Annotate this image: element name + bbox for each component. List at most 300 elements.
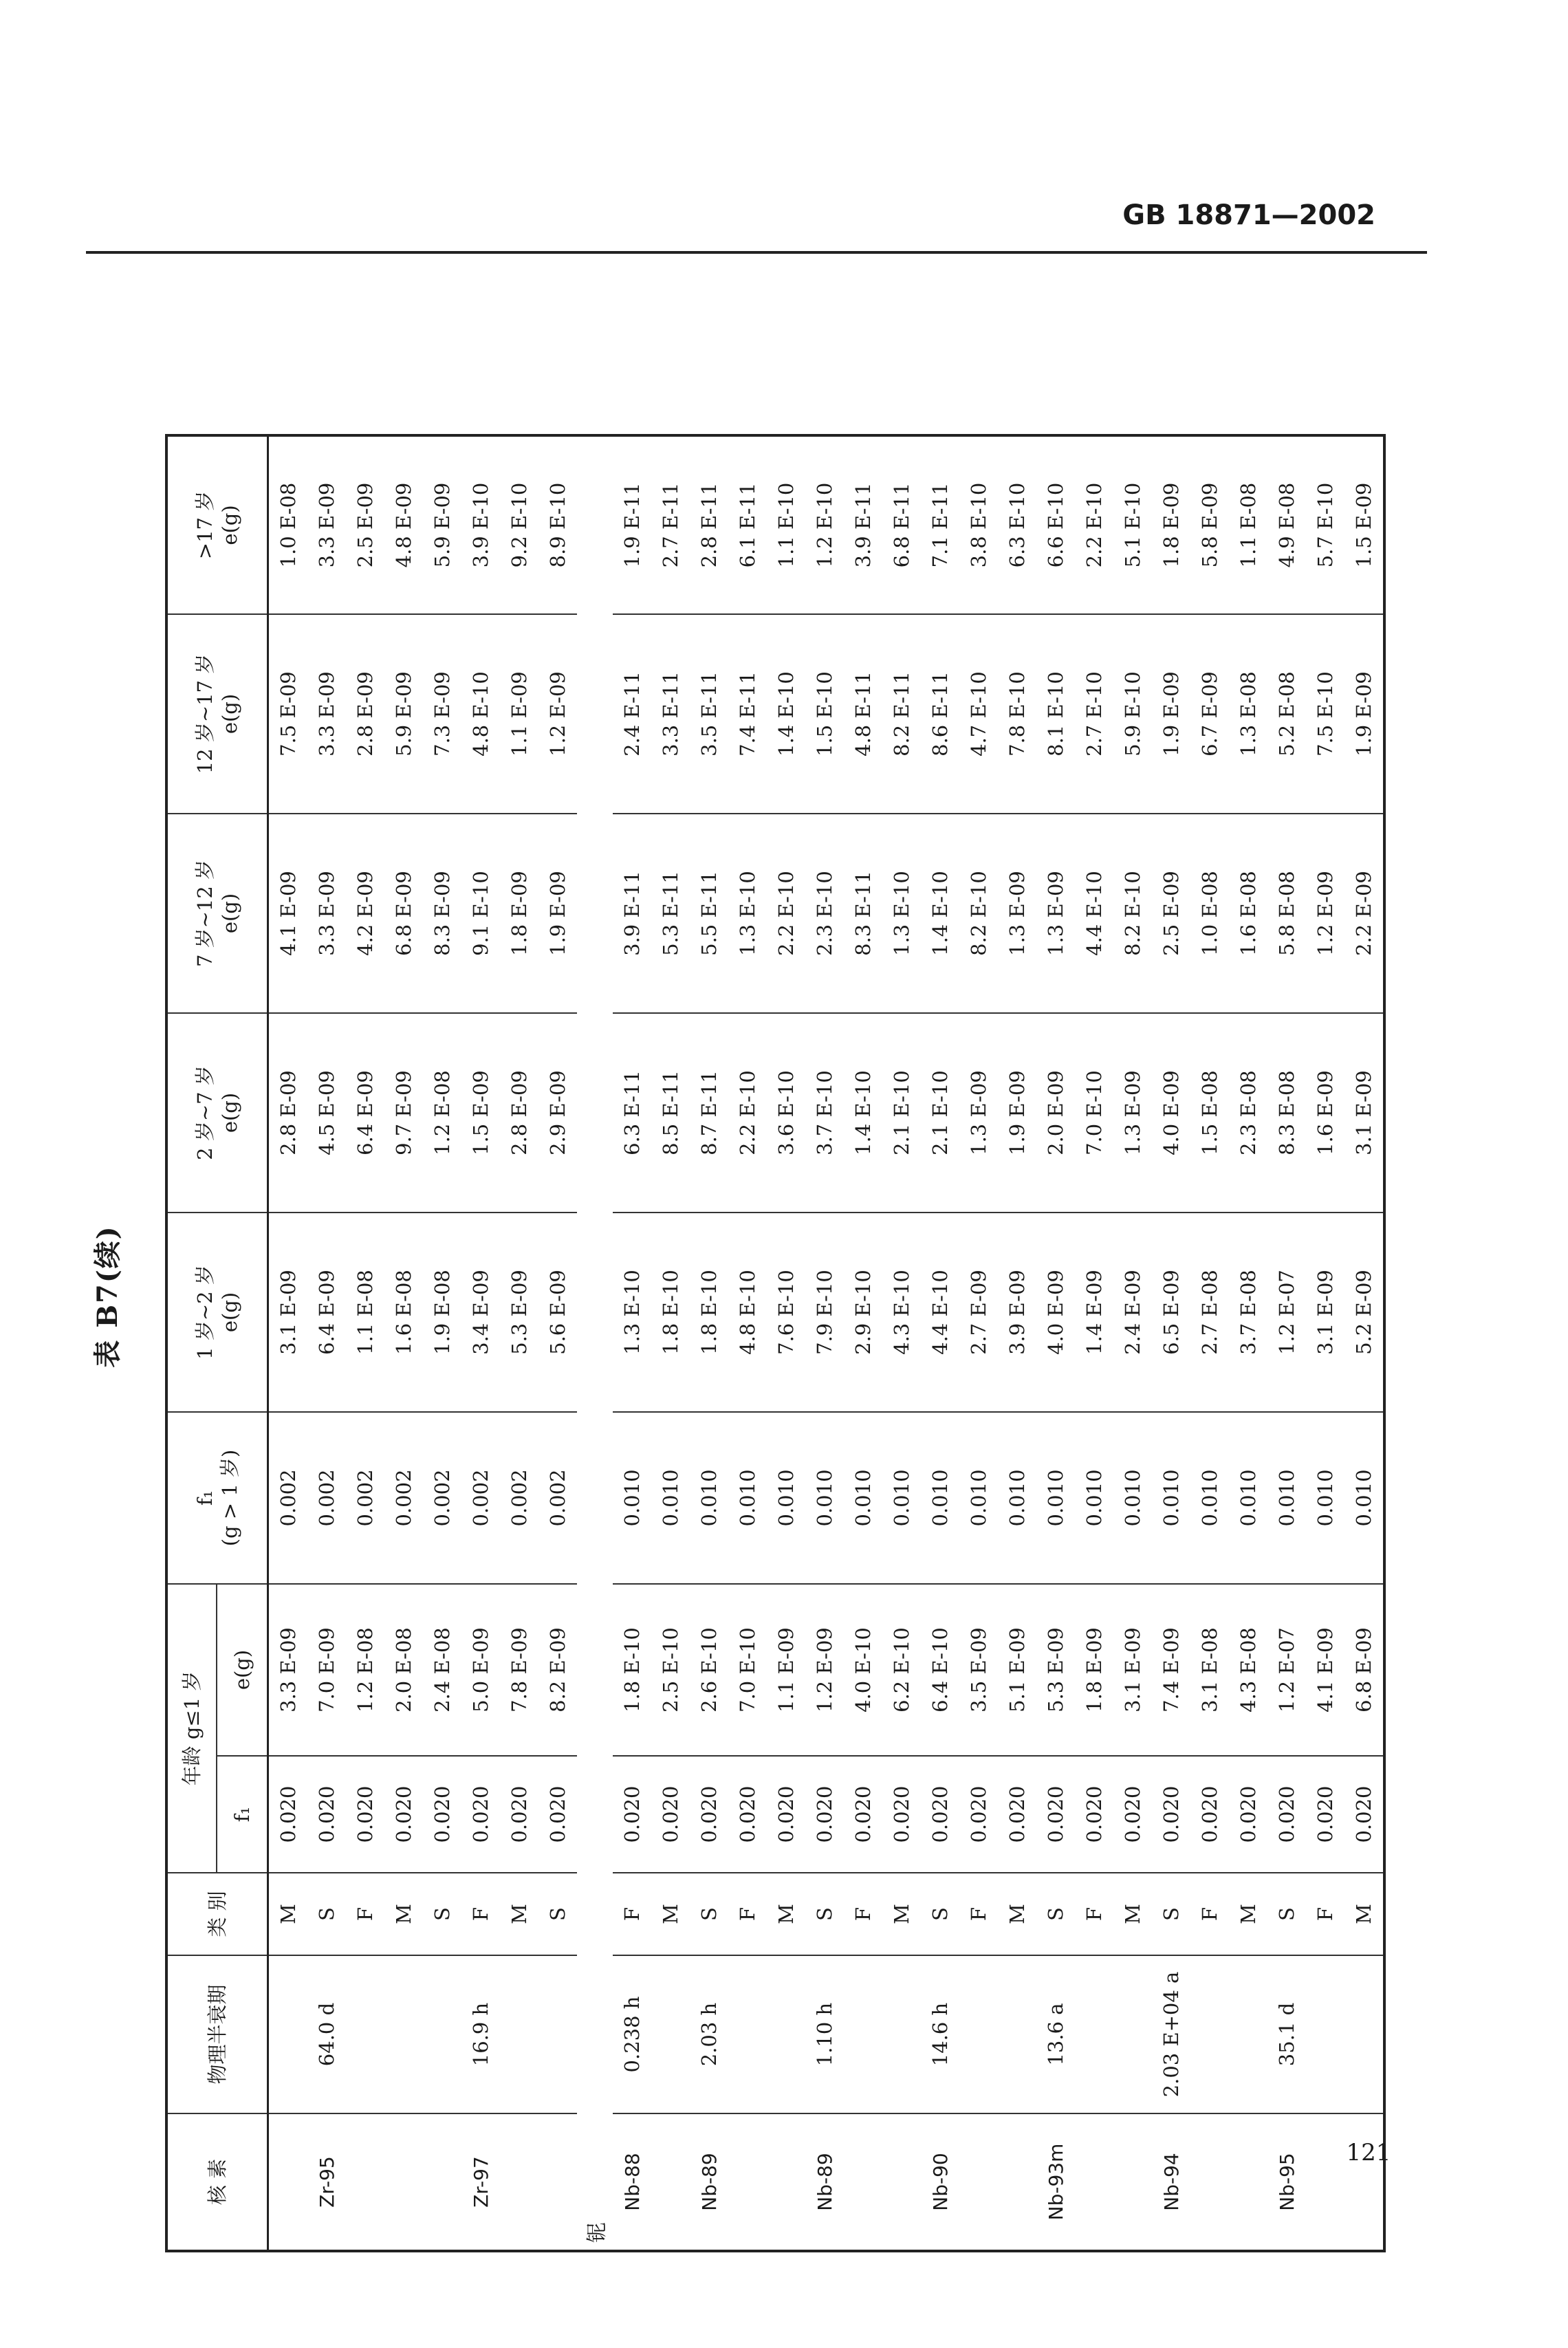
header-rule xyxy=(86,251,1427,254)
cell-eg-2-7: 1.3 E-09 xyxy=(959,1013,998,1213)
header-age-7-12-label: 7 岁~12 岁 xyxy=(193,859,217,968)
table-row xyxy=(384,435,423,2251)
cell-eg-17: 5.7 E-10 xyxy=(1306,435,1344,614)
cell-half-life xyxy=(998,1955,1036,2113)
cell-f1-older: 0.002 xyxy=(268,1412,308,1584)
cell-eg-1-2: 1.6 E-08 xyxy=(384,1213,423,1412)
cell-half-life xyxy=(268,1955,308,2113)
cell-nuclide xyxy=(1190,2113,1229,2251)
cell-eg-12-17: 7.8 E-10 xyxy=(998,614,1036,814)
cell-eg-7-12: 1.4 E-10 xyxy=(921,814,959,1013)
cell-nuclide xyxy=(1344,2113,1384,2251)
cell-eg-7-12: 8.3 E-09 xyxy=(423,814,461,1013)
cell-eg-1-2: 1.2 E-07 xyxy=(1267,1213,1306,1412)
table-row xyxy=(805,435,844,2251)
cell-eg-12-17: 1.9 E-09 xyxy=(1152,614,1190,814)
cell-f1-older: 0.010 xyxy=(1113,1412,1152,1584)
cell-eg-2-7: 2.3 E-08 xyxy=(1229,1013,1267,1213)
cell-eg-7-12: 1.8 E-09 xyxy=(500,814,538,1013)
cell-class: F xyxy=(844,1873,882,1955)
table-row xyxy=(423,435,461,2251)
cell-eg-7-12: 5.5 E-11 xyxy=(690,814,728,1013)
cell-eg-1-2: 4.3 E-10 xyxy=(882,1213,921,1412)
table-row xyxy=(1344,435,1384,2251)
cell-eg-1-2: 1.8 E-10 xyxy=(690,1213,728,1412)
cell-f1: 0.020 xyxy=(1306,1756,1344,1873)
cell-f1: 0.020 xyxy=(959,1756,998,1873)
cell-f1: 0.020 xyxy=(500,1756,538,1873)
header-age-2-7-label: 2 岁~7 岁 xyxy=(193,1065,217,1160)
cell-class: S xyxy=(1036,1873,1075,1955)
cell-eg-7-12: 5.3 E-11 xyxy=(651,814,690,1013)
cell-f1: 0.020 xyxy=(728,1756,767,1873)
element-label: 铌 xyxy=(577,435,613,2251)
cell-nuclide: Nb-93m xyxy=(1036,2113,1075,2251)
cell-eg-12-17: 7.5 E-09 xyxy=(268,614,308,814)
cell-eg-infant: 3.1 E-08 xyxy=(1190,1584,1229,1756)
header-age-7-12-unit: e(g) xyxy=(218,893,241,934)
cell-eg-2-7: 1.5 E-08 xyxy=(1190,1013,1229,1213)
cell-half-life xyxy=(1306,1955,1344,2113)
cell-eg-7-12: 3.3 E-09 xyxy=(307,814,346,1013)
cell-nuclide xyxy=(423,2113,461,2251)
cell-f1-older: 0.010 xyxy=(1306,1412,1344,1584)
cell-eg-17: 3.8 E-10 xyxy=(959,435,998,614)
cell-eg-17: 1.8 E-09 xyxy=(1152,435,1190,614)
cell-eg-2-7: 3.6 E-10 xyxy=(767,1013,805,1213)
cell-eg-17: 1.2 E-10 xyxy=(805,435,844,614)
header-age-1-2-unit: e(g) xyxy=(218,1292,241,1333)
cell-eg-2-7: 1.2 E-08 xyxy=(423,1013,461,1213)
cell-f1-older: 0.010 xyxy=(690,1412,728,1584)
cell-eg-7-12: 8.3 E-11 xyxy=(844,814,882,1013)
cell-eg-infant: 4.3 E-08 xyxy=(1229,1584,1267,1756)
cell-eg-2-7: 4.0 E-09 xyxy=(1152,1013,1190,1213)
cell-eg-infant: 1.8 E-10 xyxy=(613,1584,651,1756)
cell-half-life xyxy=(959,1955,998,2113)
cell-nuclide xyxy=(1113,2113,1152,2251)
cell-half-life xyxy=(1344,1955,1384,2113)
cell-nuclide xyxy=(882,2113,921,2251)
cell-f1-older: 0.010 xyxy=(1152,1412,1190,1584)
cell-f1-older: 0.010 xyxy=(1267,1412,1306,1584)
cell-half-life xyxy=(538,1955,577,2113)
cell-eg-2-7: 1.6 E-09 xyxy=(1306,1013,1344,1213)
cell-eg-7-12: 6.8 E-09 xyxy=(384,814,423,1013)
cell-eg-17: 1.1 E-10 xyxy=(767,435,805,614)
table-row xyxy=(461,435,500,2251)
table-row xyxy=(998,435,1036,2251)
cell-class: S xyxy=(1267,1873,1306,1955)
cell-eg-12-17: 3.3 E-11 xyxy=(651,614,690,814)
header-eg: e(g) xyxy=(217,1584,268,1756)
cell-eg-7-12: 1.0 E-08 xyxy=(1190,814,1229,1013)
cell-half-life: 16.9 h xyxy=(461,1955,500,2113)
cell-f1-older: 0.010 xyxy=(651,1412,690,1584)
cell-class: S xyxy=(423,1873,461,1955)
cell-nuclide xyxy=(1075,2113,1113,2251)
cell-eg-7-12: 1.9 E-09 xyxy=(538,814,577,1013)
cell-half-life: 64.0 d xyxy=(307,1955,346,2113)
cell-f1: 0.020 xyxy=(998,1756,1036,1873)
cell-f1: 0.020 xyxy=(1267,1756,1306,1873)
cell-half-life xyxy=(844,1955,882,2113)
header-age-17-label: >17 岁 xyxy=(193,490,217,560)
table-row xyxy=(307,435,346,2251)
cell-class: M xyxy=(882,1873,921,1955)
table-title: 表 B7(续) xyxy=(91,1225,124,1368)
cell-half-life xyxy=(651,1955,690,2113)
cell-eg-1-2: 1.8 E-10 xyxy=(651,1213,690,1412)
cell-class: M xyxy=(268,1873,308,1955)
cell-eg-1-2: 1.9 E-08 xyxy=(423,1213,461,1412)
header-age-12-17 xyxy=(166,614,268,814)
header-f1-older-symbol: f₁ xyxy=(193,1490,217,1506)
cell-eg-1-2: 2.4 E-09 xyxy=(1113,1213,1152,1412)
cell-eg-infant: 1.1 E-09 xyxy=(767,1584,805,1756)
cell-f1-older: 0.002 xyxy=(346,1412,384,1584)
header-nuclide: 核 素 xyxy=(166,2113,268,2251)
cell-eg-infant: 4.0 E-10 xyxy=(844,1584,882,1756)
header-age-1-2 xyxy=(166,1213,268,1412)
cell-eg-12-17: 1.9 E-09 xyxy=(1344,614,1384,814)
cell-eg-infant: 8.2 E-09 xyxy=(538,1584,577,1756)
cell-eg-1-2: 3.1 E-09 xyxy=(1306,1213,1344,1412)
cell-class: F xyxy=(613,1873,651,1955)
cell-eg-infant: 1.8 E-09 xyxy=(1075,1584,1113,1756)
cell-eg-17: 3.9 E-10 xyxy=(461,435,500,614)
cell-eg-1-2: 3.1 E-09 xyxy=(268,1213,308,1412)
cell-eg-17: 6.1 E-11 xyxy=(728,435,767,614)
page-header-standard: GB 18871—2002 xyxy=(1122,199,1375,231)
cell-eg-infant: 6.4 E-10 xyxy=(921,1584,959,1756)
cell-nuclide xyxy=(767,2113,805,2251)
header-age-1-2-label: 1 岁~2 岁 xyxy=(193,1265,217,1360)
cell-eg-1-2: 7.9 E-10 xyxy=(805,1213,844,1412)
cell-f1-older: 0.002 xyxy=(307,1412,346,1584)
cell-eg-12-17: 4.8 E-11 xyxy=(844,614,882,814)
table-body xyxy=(268,435,1385,2251)
cell-class: F xyxy=(1075,1873,1113,1955)
header-age-17 xyxy=(166,435,268,614)
cell-half-life: 2.03 E+04 a xyxy=(1152,1955,1190,2113)
cell-eg-7-12: 8.2 E-10 xyxy=(959,814,998,1013)
cell-nuclide: Zr-97 xyxy=(461,2113,500,2251)
header-age-12-17-label: 12 岁~17 岁 xyxy=(193,653,217,774)
cell-eg-17: 4.9 E-08 xyxy=(1267,435,1306,614)
page-number: 121 xyxy=(1346,2139,1391,2166)
cell-eg-12-17: 6.7 E-09 xyxy=(1190,614,1229,814)
cell-eg-17: 1.0 E-08 xyxy=(268,435,308,614)
cell-eg-2-7: 2.2 E-10 xyxy=(728,1013,767,1213)
table-row xyxy=(613,435,651,2251)
table-row xyxy=(728,435,767,2251)
cell-eg-1-2: 2.7 E-09 xyxy=(959,1213,998,1412)
cell-eg-1-2: 4.0 E-09 xyxy=(1036,1213,1075,1412)
cell-eg-7-12: 2.3 E-10 xyxy=(805,814,844,1013)
cell-eg-infant: 1.2 E-08 xyxy=(346,1584,384,1756)
cell-eg-12-17: 4.7 E-10 xyxy=(959,614,998,814)
cell-eg-12-17: 7.4 E-11 xyxy=(728,614,767,814)
cell-class: M xyxy=(500,1873,538,1955)
table-row xyxy=(690,435,728,2251)
cell-half-life xyxy=(1075,1955,1113,2113)
cell-nuclide xyxy=(998,2113,1036,2251)
cell-eg-2-7: 4.5 E-09 xyxy=(307,1013,346,1213)
cell-eg-17: 1.9 E-11 xyxy=(613,435,651,614)
cell-f1-older: 0.010 xyxy=(882,1412,921,1584)
cell-eg-1-2: 5.2 E-09 xyxy=(1344,1213,1384,1412)
cell-f1-older: 0.010 xyxy=(1190,1412,1229,1584)
cell-eg-infant: 7.8 E-09 xyxy=(500,1584,538,1756)
cell-f1-older: 0.010 xyxy=(1036,1412,1075,1584)
cell-eg-1-2: 6.5 E-09 xyxy=(1152,1213,1190,1412)
header-class: 类 别 xyxy=(166,1873,268,1955)
cell-eg-1-2: 1.1 E-08 xyxy=(346,1213,384,1412)
cell-nuclide xyxy=(384,2113,423,2251)
cell-eg-1-2: 4.8 E-10 xyxy=(728,1213,767,1412)
cell-eg-2-7: 2.1 E-10 xyxy=(921,1013,959,1213)
cell-eg-2-7: 6.3 E-11 xyxy=(613,1013,651,1213)
table-row xyxy=(844,435,882,2251)
cell-f1: 0.020 xyxy=(1152,1756,1190,1873)
table-row xyxy=(651,435,690,2251)
cell-eg-12-17: 5.9 E-09 xyxy=(384,614,423,814)
table-row xyxy=(1036,435,1075,2251)
cell-half-life xyxy=(728,1955,767,2113)
cell-eg-2-7: 6.4 E-09 xyxy=(346,1013,384,1213)
cell-eg-7-12: 1.3 E-10 xyxy=(728,814,767,1013)
cell-nuclide: Nb-89 xyxy=(690,2113,728,2251)
cell-half-life xyxy=(1190,1955,1229,2113)
cell-nuclide xyxy=(268,2113,308,2251)
cell-eg-17: 2.5 E-09 xyxy=(346,435,384,614)
cell-eg-infant: 1.2 E-09 xyxy=(805,1584,844,1756)
cell-eg-12-17: 7.5 E-10 xyxy=(1306,614,1344,814)
cell-nuclide xyxy=(959,2113,998,2251)
cell-f1: 0.020 xyxy=(1190,1756,1229,1873)
cell-class: F xyxy=(959,1873,998,1955)
cell-eg-17: 1.5 E-09 xyxy=(1344,435,1384,614)
cell-nuclide: Nb-89 xyxy=(805,2113,844,2251)
cell-eg-17: 8.9 E-10 xyxy=(538,435,577,614)
cell-class: S xyxy=(805,1873,844,1955)
table-row xyxy=(921,435,959,2251)
cell-eg-infant: 3.5 E-09 xyxy=(959,1584,998,1756)
cell-half-life xyxy=(1229,1955,1267,2113)
cell-nuclide: Nb-88 xyxy=(613,2113,651,2251)
cell-eg-infant: 5.0 E-09 xyxy=(461,1584,500,1756)
cell-eg-2-7: 1.3 E-09 xyxy=(1113,1013,1152,1213)
cell-eg-2-7: 1.5 E-09 xyxy=(461,1013,500,1213)
table-row xyxy=(268,435,308,2251)
table-row xyxy=(1190,435,1229,2251)
cell-eg-17: 2.2 E-10 xyxy=(1075,435,1113,614)
cell-class: M xyxy=(1344,1873,1384,1955)
header-f1-older xyxy=(166,1412,268,1584)
cell-class: S xyxy=(307,1873,346,1955)
cell-nuclide xyxy=(538,2113,577,2251)
cell-eg-1-2: 1.4 E-09 xyxy=(1075,1213,1113,1412)
cell-f1-older: 0.002 xyxy=(461,1412,500,1584)
cell-eg-infant: 6.2 E-10 xyxy=(882,1584,921,1756)
table-row xyxy=(882,435,921,2251)
cell-nuclide xyxy=(500,2113,538,2251)
cell-eg-12-17: 2.7 E-10 xyxy=(1075,614,1113,814)
cell-class: M xyxy=(651,1873,690,1955)
cell-nuclide: Nb-90 xyxy=(921,2113,959,2251)
cell-class: F xyxy=(346,1873,384,1955)
cell-eg-7-12: 8.2 E-10 xyxy=(1113,814,1152,1013)
cell-nuclide: Nb-95 xyxy=(1267,2113,1306,2251)
cell-f1: 0.020 xyxy=(1113,1756,1152,1873)
cell-f1-older: 0.010 xyxy=(1075,1412,1113,1584)
table-row xyxy=(767,435,805,2251)
cell-class: F xyxy=(461,1873,500,1955)
header-f1: f₁ xyxy=(217,1756,268,1873)
cell-eg-infant: 2.5 E-10 xyxy=(651,1584,690,1756)
cell-f1-older: 0.010 xyxy=(959,1412,998,1584)
cell-eg-infant: 7.0 E-09 xyxy=(307,1584,346,1756)
cell-eg-12-17: 1.2 E-09 xyxy=(538,614,577,814)
cell-nuclide xyxy=(844,2113,882,2251)
cell-eg-1-2: 6.4 E-09 xyxy=(307,1213,346,1412)
cell-eg-7-12: 2.2 E-09 xyxy=(1344,814,1384,1013)
cell-eg-17: 5.8 E-09 xyxy=(1190,435,1229,614)
cell-eg-2-7: 2.1 E-10 xyxy=(882,1013,921,1213)
cell-eg-2-7: 2.9 E-09 xyxy=(538,1013,577,1213)
table-row xyxy=(1075,435,1113,2251)
cell-half-life: 13.6 a xyxy=(1036,1955,1075,2113)
cell-f1-older: 0.010 xyxy=(1229,1412,1267,1584)
cell-eg-7-12: 2.5 E-09 xyxy=(1152,814,1190,1013)
table-row xyxy=(1306,435,1344,2251)
cell-half-life xyxy=(1113,1955,1152,2113)
table-row xyxy=(500,435,538,2251)
cell-eg-12-17: 5.9 E-10 xyxy=(1113,614,1152,814)
cell-eg-1-2: 3.4 E-09 xyxy=(461,1213,500,1412)
cell-eg-infant: 1.2 E-07 xyxy=(1267,1584,1306,1756)
cell-eg-2-7: 1.4 E-10 xyxy=(844,1013,882,1213)
cell-eg-infant: 6.8 E-09 xyxy=(1344,1584,1384,1756)
table-row xyxy=(346,435,384,2251)
cell-class: M xyxy=(998,1873,1036,1955)
cell-eg-12-17: 1.5 E-10 xyxy=(805,614,844,814)
cell-eg-infant: 2.0 E-08 xyxy=(384,1584,423,1756)
cell-eg-1-2: 4.4 E-10 xyxy=(921,1213,959,1412)
cell-eg-7-12: 4.1 E-09 xyxy=(268,814,308,1013)
cell-class: S xyxy=(921,1873,959,1955)
cell-f1: 0.020 xyxy=(1229,1756,1267,1873)
cell-eg-7-12: 1.3 E-09 xyxy=(1036,814,1075,1013)
cell-eg-12-17: 2.4 E-11 xyxy=(613,614,651,814)
cell-eg-17: 6.8 E-11 xyxy=(882,435,921,614)
cell-eg-7-12: 5.8 E-08 xyxy=(1267,814,1306,1013)
cell-half-life: 14.6 h xyxy=(921,1955,959,2113)
cell-f1-older: 0.010 xyxy=(844,1412,882,1584)
cell-eg-7-12: 4.2 E-09 xyxy=(346,814,384,1013)
cell-eg-infant: 3.3 E-09 xyxy=(268,1584,308,1756)
cell-eg-12-17: 4.8 E-10 xyxy=(461,614,500,814)
cell-half-life: 0.238 h xyxy=(613,1955,651,2113)
cell-eg-7-12: 3.9 E-11 xyxy=(613,814,651,1013)
cell-f1-older: 0.010 xyxy=(998,1412,1036,1584)
cell-eg-2-7: 1.9 E-09 xyxy=(998,1013,1036,1213)
header-age-17-unit: e(g) xyxy=(218,505,241,545)
cell-f1: 0.020 xyxy=(921,1756,959,1873)
cell-nuclide: Zr-95 xyxy=(307,2113,346,2251)
cell-eg-17: 6.6 E-10 xyxy=(1036,435,1075,614)
cell-eg-17: 5.9 E-09 xyxy=(423,435,461,614)
cell-f1: 0.020 xyxy=(882,1756,921,1873)
cell-eg-17: 5.1 E-10 xyxy=(1113,435,1152,614)
cell-f1: 0.020 xyxy=(844,1756,882,1873)
cell-eg-2-7: 3.7 E-10 xyxy=(805,1013,844,1213)
header-half-life: 物理半衰期 xyxy=(166,1955,268,2113)
cell-eg-1-2: 2.7 E-08 xyxy=(1190,1213,1229,1412)
cell-eg-2-7: 2.0 E-09 xyxy=(1036,1013,1075,1213)
cell-f1-older: 0.002 xyxy=(538,1412,577,1584)
cell-eg-2-7: 2.8 E-09 xyxy=(500,1013,538,1213)
cell-half-life: 35.1 d xyxy=(1267,1955,1306,2113)
table-row xyxy=(1267,435,1306,2251)
cell-f1: 0.020 xyxy=(423,1756,461,1873)
cell-eg-2-7: 9.7 E-09 xyxy=(384,1013,423,1213)
cell-f1-older: 0.010 xyxy=(767,1412,805,1584)
cell-half-life: 1.10 h xyxy=(805,1955,844,2113)
cell-eg-1-2: 1.3 E-10 xyxy=(613,1213,651,1412)
cell-eg-17: 9.2 E-10 xyxy=(500,435,538,614)
cell-eg-12-17: 3.3 E-09 xyxy=(307,614,346,814)
header-age-7-12 xyxy=(166,814,268,1013)
cell-f1-older: 0.002 xyxy=(423,1412,461,1584)
cell-f1: 0.020 xyxy=(268,1756,308,1873)
cell-eg-1-2: 3.7 E-08 xyxy=(1229,1213,1267,1412)
cell-class: S xyxy=(1152,1873,1190,1955)
cell-eg-17: 3.3 E-09 xyxy=(307,435,346,614)
cell-class: S xyxy=(538,1873,577,1955)
cell-eg-infant: 7.4 E-09 xyxy=(1152,1584,1190,1756)
cell-eg-7-12: 1.6 E-08 xyxy=(1229,814,1267,1013)
cell-eg-17: 4.8 E-09 xyxy=(384,435,423,614)
cell-eg-12-17: 8.2 E-11 xyxy=(882,614,921,814)
cell-eg-2-7: 7.0 E-10 xyxy=(1075,1013,1113,1213)
cell-half-life: 2.03 h xyxy=(690,1955,728,2113)
cell-half-life xyxy=(384,1955,423,2113)
cell-half-life xyxy=(767,1955,805,2113)
cell-nuclide: Nb-94 xyxy=(1152,2113,1190,2251)
cell-f1: 0.020 xyxy=(538,1756,577,1873)
cell-class: F xyxy=(1306,1873,1344,1955)
cell-class: S xyxy=(690,1873,728,1955)
cell-eg-2-7: 8.7 E-11 xyxy=(690,1013,728,1213)
cell-f1: 0.020 xyxy=(613,1756,651,1873)
cell-f1: 0.020 xyxy=(767,1756,805,1873)
header-f1-older-sub: (g > 1 岁) xyxy=(218,1449,241,1547)
cell-eg-12-17: 1.3 E-08 xyxy=(1229,614,1267,814)
cell-eg-17: 6.3 E-10 xyxy=(998,435,1036,614)
cell-nuclide xyxy=(651,2113,690,2251)
cell-eg-17: 2.7 E-11 xyxy=(651,435,690,614)
cell-class: M xyxy=(1229,1873,1267,1955)
cell-class: F xyxy=(1190,1873,1229,1955)
cell-eg-17: 2.8 E-11 xyxy=(690,435,728,614)
cell-half-life xyxy=(423,1955,461,2113)
cell-f1: 0.020 xyxy=(1075,1756,1113,1873)
cell-eg-2-7: 3.1 E-09 xyxy=(1344,1013,1384,1213)
cell-eg-7-12: 1.3 E-10 xyxy=(882,814,921,1013)
cell-eg-infant: 7.0 E-10 xyxy=(728,1584,767,1756)
